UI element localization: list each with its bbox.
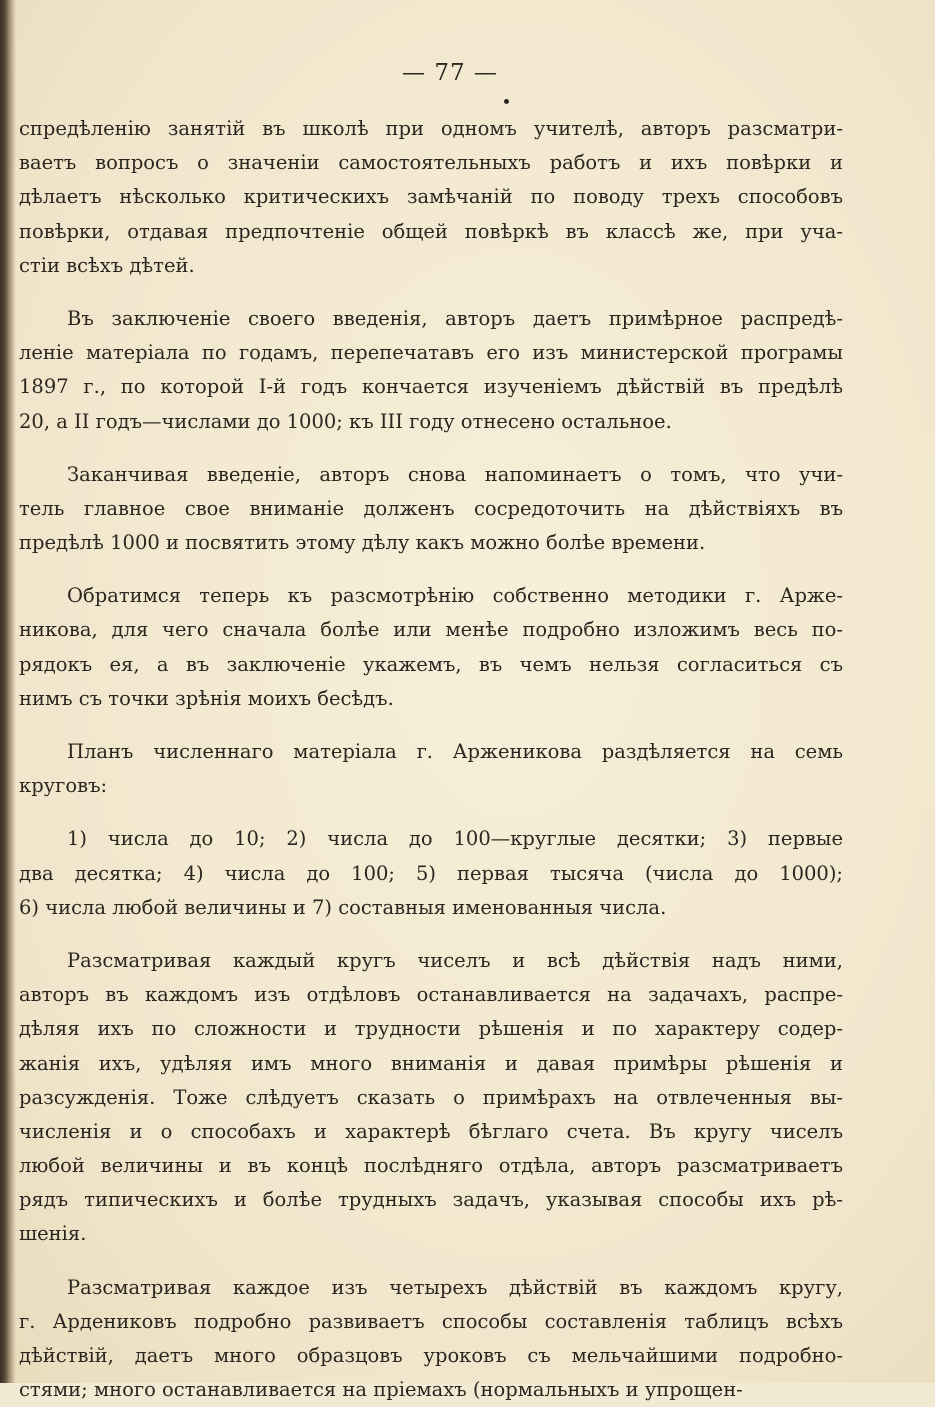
text-line: 1897 г., по которой І-й годъ кончается изученіемъ дѣйствій въ предѣлѣ	[19, 375, 843, 399]
paragraph	[19, 579, 843, 716]
text-line: круговъ:	[19, 774, 108, 798]
paragraph	[19, 735, 843, 803]
text-line: повѣрки, отдавая предпочтеніе общей повѣркѣ въ классѣ же, при уча-	[19, 219, 843, 243]
text-line: численія и о способахъ и характерѣ бѣглаго счета. Въ кругу чиселъ	[19, 1119, 843, 1143]
text-line: г. Ардениковъ подробно развиваетъ способы составленія таблицъ всѣхъ	[19, 1309, 843, 1333]
ink-dot	[504, 99, 509, 104]
text-line: дѣляя ихъ по сложности и трудности рѣшенія и по характеру содер-	[19, 1017, 843, 1041]
text-line: спредѣленію занятій въ школѣ при одномъ учителѣ, авторъ разсматри-	[19, 117, 843, 140]
body-text	[19, 112, 843, 1407]
paragraph	[19, 112, 843, 283]
paragraph	[19, 944, 843, 1252]
text-line: два десятка; 4) числа до 100; 5) первая тысяча (числа до 1000);	[19, 861, 843, 885]
text-line: тель главное свое вниманіе долженъ сосредоточить на дѣйствіяхъ въ	[19, 496, 843, 520]
text-line: 6) числа любой величины и 7) составныя именованныя числа.	[19, 895, 667, 919]
text-line: жанія ихъ, удѣляя имъ много вниманія и давая примѣры рѣшенія и	[19, 1051, 843, 1075]
paragraph	[19, 458, 843, 561]
text-line: Заканчивая введеніе, авторъ снова напоминаетъ о томъ, что учи-	[67, 462, 843, 486]
text-line: любой величины и въ концѣ послѣдняго отдѣла, авторъ разсматриваетъ	[19, 1154, 843, 1178]
paragraph	[19, 822, 843, 925]
text-line: Разсматривая каждое изъ четырехъ дѣйствій въ каждомъ кругу,	[67, 1275, 843, 1299]
text-line: леніе матеріала по годамъ, перепечатавъ его изъ министерской програмы	[19, 341, 843, 365]
text-line: дѣлаетъ нѣсколько критическихъ замѣчаній по поводу трехъ способовъ	[19, 185, 843, 209]
binding-edge	[0, 0, 16, 1383]
page-number: — 77 —	[402, 60, 498, 86]
text-line: 20, а II годъ—числами до 1000; къ III году отнесено остальное.	[19, 409, 672, 433]
text-line: 1) числа до 10; 2) числа до 100—круглые десятки; 3) первые	[67, 827, 843, 851]
text-line: дѣйствій, даетъ много образцовъ уроковъ съ мельчайшими подробно-	[19, 1344, 843, 1367]
text-line: рядъ типическихъ и болѣе трудныхъ задачъ, указывая способы ихъ рѣ-	[19, 1188, 843, 1212]
paragraph	[19, 302, 843, 439]
text-line: ваетъ вопросъ о значеніи самостоятельныхъ работъ и ихъ повѣрки и	[19, 151, 843, 175]
text-line: рядокъ ея, а въ заключеніе укажемъ, въ чемъ нельзя согласиться съ	[19, 652, 843, 676]
text-line: предѣлѣ 1000 и посвятить этому дѣлу какъ можно болѣе времени.	[19, 531, 706, 555]
text-line: шенія.	[19, 1222, 87, 1246]
text-line: авторъ въ каждомъ изъ отдѣловъ останавливается на задачахъ, распре-	[19, 983, 843, 1007]
paragraph	[19, 1271, 843, 1407]
text-line: Обратимся теперь къ разсмотрѣнію собственно методики г. Арже-	[67, 584, 843, 608]
text-line: никова, для чего сначала болѣе или менѣе подробно изложимъ весь по-	[19, 618, 843, 642]
text-line: Разсматривая каждый кругъ чиселъ и всѣ дѣйствія надъ ними,	[67, 948, 843, 972]
text-line: стями; много останавливается на пріемахъ (нормальныхъ и упрощен-	[19, 1378, 743, 1402]
text-line: Планъ численнаго матеріала г. Арженикова раздѣляется на семь	[67, 740, 843, 763]
text-line: стіи всѣхъ дѣтей.	[19, 253, 195, 277]
text-line: нимъ съ точки зрѣнія моихъ бесѣдъ.	[19, 686, 394, 710]
text-line: Въ заключеніе своего введенія, авторъ даетъ примѣрное распредѣ-	[67, 306, 843, 330]
text-line: разсужденія. Тоже слѣдуетъ сказать о примѣрахъ на отвлеченныя вы-	[19, 1085, 843, 1109]
